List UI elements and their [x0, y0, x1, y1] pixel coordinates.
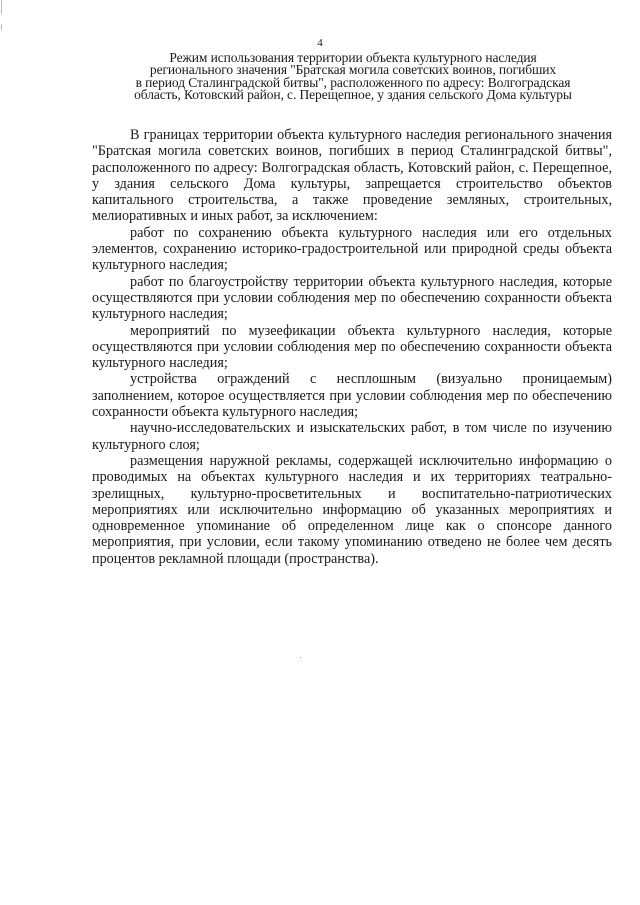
- heading-line: область, Котовский район, с. Перещепное, у здания сельского Дома культуры: [134, 87, 572, 103]
- document-body: [92, 127, 612, 567]
- exception-item: размещения наружной рекламы, содержащей исключительно информацию о проводимых на объектах культурного наследия и их территориях театрально-зрелищных, культурно-просветительных и воспитательно-патриотических мероприятиях или исключительно информацию об указанных мероприятиях и одновременное упоминание об определенном лице как о спонсоре данного мероприятия, при условии, если такому упоминанию отведено не более чем десять процентов рекламной площади (пространства).: [92, 452, 612, 567]
- intro-paragraph: В границах территории объекта культурного наследия регионального значения "Братская могила советских воинов, погибших в период Сталинградской битвы", расположенного по адресу: Волгоградская область, Котовский район, с. Перещепное, у здания сельского Дома культуры, запрещается строительство объектов капитального строительства, а также проведение земляных, строительных, мелиоративных и иных работ, за исключением:: [92, 127, 612, 225]
- scan-edge-mark: [1, 0, 2, 14]
- exception-item: работ по сохранению объекта культурного наследия или его отдельных элементов, сохранению историко-градостроительной или природной среды объекта культурного наследия;: [92, 224, 612, 274]
- exception-item: научно-исследовательских и изыскательских работ, в том числе по изучению культурного слоя;: [92, 420, 612, 453]
- document-heading: [88, 52, 618, 102]
- page-number: 4: [317, 37, 323, 49]
- heading-line: Режим использования территории объекта культурного наследия: [169, 50, 537, 65]
- heading-line: в период Сталинградской битвы", расположенного по адресу: Волгоградская: [135, 74, 571, 90]
- exception-item: работ по благоустройству территории объекта культурного наследия, которые осуществляются при условии соблюдения мер по обеспечению сохранности объекта культурного наследия;: [92, 273, 612, 323]
- exception-item: устройства ограждений с несплошным (визуально проницаемым) заполнением, которое осуществляется при условии соблюдения мер по обеспечению сохранности объекта культурного наследия;: [92, 371, 612, 421]
- exception-item: мероприятий по музеефикации объекта культурного наследия, которые осуществляются при условии соблюдения мер по обеспечению сохранности объекта культурного наследия;: [92, 322, 612, 372]
- scan-speck: [300, 657, 301, 658]
- scan-edge-mark: [1, 24, 2, 30]
- heading-line: регионального значения "Братская могила советских воинов, погибших: [149, 62, 557, 78]
